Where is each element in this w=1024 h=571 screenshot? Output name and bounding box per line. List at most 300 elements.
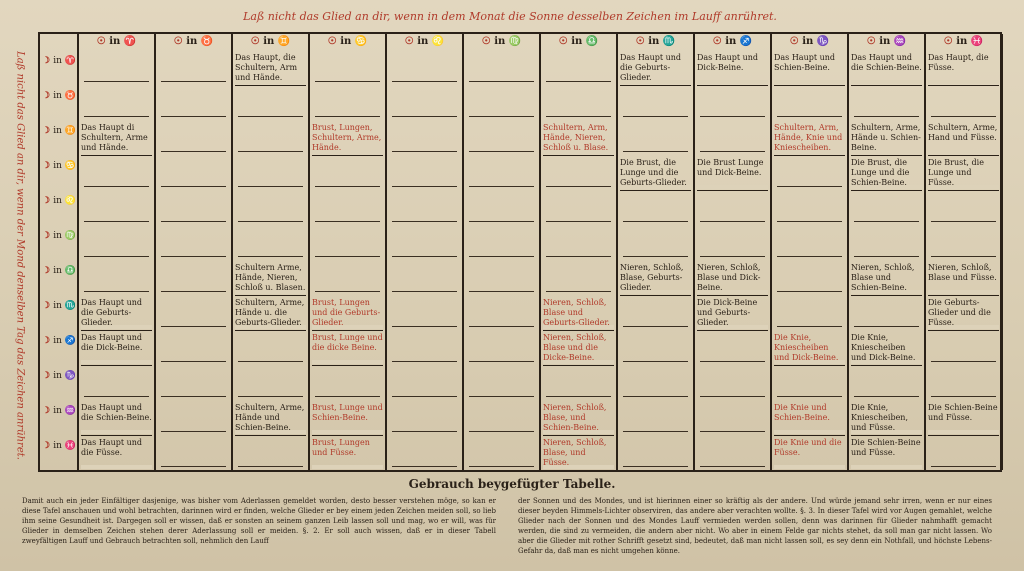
sun-symbol-icon: ☉ <box>943 36 957 47</box>
entry-underline <box>620 190 691 191</box>
cell-background <box>697 185 768 189</box>
row-in-label: in <box>53 336 65 346</box>
cell-background <box>774 80 845 84</box>
empty-cell-line <box>161 326 226 327</box>
entry-underline <box>928 155 999 156</box>
row-in-label: in <box>53 161 65 171</box>
header-in-label: in <box>802 36 817 47</box>
empty-cell-line <box>84 221 149 222</box>
column-header <box>463 36 540 52</box>
empty-cell-line <box>161 151 226 152</box>
empty-cell-line <box>777 221 842 222</box>
zodiac-sign-icon: ♉ <box>64 91 76 101</box>
moon-symbol-icon: ☽ <box>42 406 54 416</box>
entry-underline <box>81 435 152 436</box>
table-entry: Das Haupt und die Schien-Beine. <box>81 403 152 422</box>
row-label <box>42 91 76 101</box>
row-in-label: in <box>53 126 65 136</box>
sun-symbol-icon: ☉ <box>481 36 495 47</box>
empty-cell-line <box>238 151 303 152</box>
sun-symbol-icon: ☉ <box>173 36 187 47</box>
footer-text-left: Damit auch ein jeder Einfältiger dasjenige, was bisher vom Aderlassen gemeldet worden, desto besser verstehen möge, so kan er diese Tafel anschauen und wohl betrachten, darinnen wird er finden, welche Glieder er bey einem jeden Zeichen meiden soll, so lieb ihm seine Gesundheit ist. Dargegen soll er wissen, daß er sonsten an seinem ganzen Leib lassen soll und mag, wo er will, was für Glieder in demselben Zeichen stehen derer Aderlassung soll er meiden. §. 2. Er soll auch wissen, daß er in dieser Tabell zweyfältigen Lauff und Gebrauch betrachten soll, nehmlich den Lauff <box>22 497 496 545</box>
zodiac-sign-icon: ♈ <box>64 56 76 66</box>
empty-cell-line <box>854 116 919 117</box>
zodiac-sign-icon: ♒ <box>893 36 907 47</box>
empty-cell-line <box>392 361 457 362</box>
empty-cell-line <box>161 221 226 222</box>
zodiac-sign-icon: ♐ <box>739 36 753 47</box>
column-divider <box>924 34 926 470</box>
zodiac-sign-icon: ♋ <box>64 161 76 171</box>
empty-cell-line <box>392 221 457 222</box>
empty-cell-line <box>238 186 303 187</box>
table-entry: Das Haupt und die Geburts-Glieder. <box>620 53 682 82</box>
table-entry: Das Haupt und die Schien-Beine. <box>851 53 922 72</box>
empty-cell-line <box>469 151 534 152</box>
empty-cell-line <box>392 81 457 82</box>
table-entry: Das Haupt di Schultern, Arme und Hände. <box>81 123 148 152</box>
empty-cell-line <box>315 396 380 397</box>
empty-cell-line <box>84 116 149 117</box>
sun-symbol-icon: ☉ <box>404 36 418 47</box>
table-entry: Brust, Lungen, Schultern, Arme, Hände. <box>312 123 382 152</box>
empty-cell-line <box>931 361 996 362</box>
table-entry: Die Knie, Kniescheiben, und Füsse. <box>851 403 909 432</box>
entry-underline <box>851 435 922 436</box>
empty-cell-line <box>700 256 765 257</box>
table-entry: Schultern Arme, Hände, Nieren, Schloß u. Blasen. <box>235 263 306 292</box>
table-entry: Die Knie, Kniescheiben und Dick-Beine. <box>851 333 916 362</box>
column-divider <box>770 34 772 470</box>
entry-underline <box>697 295 768 296</box>
header-in-label: in <box>417 36 432 47</box>
empty-cell-line <box>315 116 380 117</box>
table-entry: Das Haupt und Dick-Beine. <box>697 53 759 72</box>
zodiac-sign-icon: ♋ <box>354 36 368 47</box>
entry-underline <box>81 155 152 156</box>
empty-cell-line <box>854 256 919 257</box>
row-in-label: in <box>53 231 65 241</box>
empty-cell-line <box>623 326 688 327</box>
empty-cell-line <box>469 431 534 432</box>
empty-cell-line <box>623 116 688 117</box>
empty-cell-line <box>392 256 457 257</box>
empty-cell-line <box>238 116 303 117</box>
empty-cell-line <box>700 431 765 432</box>
header-in-label: in <box>956 36 971 47</box>
table-entry: Das Haupt und die Füsse. <box>81 438 143 457</box>
table-entry: Die Schien-Beine und Füsse. <box>851 438 921 457</box>
empty-cell-line <box>546 81 611 82</box>
zodiac-sign-icon: ♎ <box>585 36 599 47</box>
row-in-label: in <box>53 371 65 381</box>
empty-cell-line <box>623 221 688 222</box>
row-label <box>42 371 76 381</box>
row-in-label: in <box>53 56 65 66</box>
entry-underline <box>851 295 922 296</box>
empty-cell-line <box>238 221 303 222</box>
empty-cell-line <box>931 396 996 397</box>
empty-cell-line <box>392 186 457 187</box>
empty-cell-line <box>392 326 457 327</box>
column-header <box>232 36 309 52</box>
table-entry: Die Brust, die Lunge und die Geburts-Glieder. <box>620 158 687 187</box>
empty-cell-line <box>84 186 149 187</box>
zodiac-sign-icon: ♎ <box>64 266 76 276</box>
column-header <box>78 36 155 52</box>
zodiac-sign-icon: ♓ <box>64 441 76 451</box>
header-in-label: in <box>879 36 894 47</box>
table-entry: Nieren, Schloß, Blase und Schien-Beine. <box>851 263 915 292</box>
empty-cell-line <box>700 151 765 152</box>
row-label <box>42 301 76 311</box>
zodiac-sign-icon: ♊ <box>277 36 291 47</box>
row-label <box>42 266 76 276</box>
empty-cell-line <box>623 361 688 362</box>
empty-cell-line <box>161 116 226 117</box>
empty-cell-line <box>469 256 534 257</box>
empty-cell-line <box>700 466 765 467</box>
sun-symbol-icon: ☉ <box>866 36 880 47</box>
column-divider <box>847 34 849 470</box>
entry-underline <box>312 155 383 156</box>
table-entry: Schultern, Arme, Hand und Füsse. <box>928 123 998 142</box>
row-in-label: in <box>53 196 65 206</box>
empty-cell-line <box>469 81 534 82</box>
table-entry: Nieren, Schloß, Blase und Füsse. <box>928 263 997 282</box>
table-entry: Schultern, Arme, Hände u. die Geburts-Glieder. <box>235 298 305 327</box>
empty-cell-line <box>623 431 688 432</box>
column-divider <box>693 34 695 470</box>
empty-cell-line <box>777 116 842 117</box>
table-entry: Das Haupt und Schien-Beine. <box>774 53 836 72</box>
column-header <box>925 36 1002 52</box>
zodiac-sign-icon: ♑ <box>816 36 830 47</box>
empty-cell-line <box>546 396 611 397</box>
entry-underline <box>543 470 614 471</box>
table-entry: Die Geburts-Glieder und die Füsse. <box>928 298 991 327</box>
moon-symbol-icon: ☽ <box>42 266 54 276</box>
entry-underline <box>851 85 922 86</box>
empty-cell-line <box>161 466 226 467</box>
row-in-label: in <box>53 266 65 276</box>
sun-symbol-icon: ☉ <box>789 36 803 47</box>
empty-cell-line <box>700 361 765 362</box>
entry-underline <box>774 435 845 436</box>
zodiac-sign-icon: ♓ <box>970 36 984 47</box>
cell-background <box>851 80 922 84</box>
sun-symbol-icon: ☉ <box>558 36 572 47</box>
empty-cell-line <box>84 291 149 292</box>
entry-underline <box>774 155 845 156</box>
entry-underline <box>697 330 768 331</box>
column-divider <box>231 34 233 470</box>
row-label <box>42 441 76 451</box>
column-divider <box>154 34 156 470</box>
column-header <box>617 36 694 52</box>
empty-cell-line <box>777 256 842 257</box>
entry-underline <box>312 330 383 331</box>
table-entry: Schultern, Arme, Hände und Schien-Beine. <box>235 403 305 432</box>
empty-cell-line <box>546 116 611 117</box>
empty-cell-line <box>469 326 534 327</box>
cell-background <box>851 465 922 469</box>
entry-underline <box>81 365 152 366</box>
table-entry: Nieren, Schloß, Blase, und Schien-Beine. <box>543 403 607 432</box>
entry-underline <box>312 470 383 471</box>
moon-symbol-icon: ☽ <box>42 231 54 241</box>
table-entry: Das Haupt und die Dick-Beine. <box>81 333 143 352</box>
empty-cell-line <box>623 396 688 397</box>
moon-symbol-icon: ☽ <box>42 336 54 346</box>
moon-symbol-icon: ☽ <box>42 91 54 101</box>
empty-cell-line <box>777 186 842 187</box>
row-in-label: in <box>53 441 65 451</box>
cell-background <box>928 290 999 294</box>
sun-symbol-icon: ☉ <box>712 36 726 47</box>
moon-symbol-icon: ☽ <box>42 56 54 66</box>
table-entry: Das Haupt und die Geburts-Glieder. <box>81 298 143 327</box>
empty-cell-line <box>700 116 765 117</box>
entry-underline <box>543 365 614 366</box>
cell-background <box>928 430 999 434</box>
column-divider <box>462 34 464 470</box>
column-header <box>155 36 232 52</box>
empty-cell-line <box>392 116 457 117</box>
entry-underline <box>620 85 691 86</box>
entry-underline <box>851 365 922 366</box>
header-in-label: in <box>571 36 586 47</box>
row-label <box>42 126 76 136</box>
empty-cell-line <box>700 396 765 397</box>
zodiac-sign-icon: ♊ <box>64 126 76 136</box>
empty-cell-line <box>392 431 457 432</box>
empty-cell-line <box>392 291 457 292</box>
entry-underline <box>81 330 152 331</box>
column-header <box>540 36 617 52</box>
header-in-label: in <box>186 36 201 47</box>
empty-cell-line <box>854 326 919 327</box>
header-in-label: in <box>263 36 278 47</box>
column-divider <box>539 34 541 470</box>
entry-underline <box>928 295 999 296</box>
zodiac-sign-icon: ♈ <box>123 36 137 47</box>
column-divider <box>1001 34 1003 470</box>
table-entry: Brust, Lunge und die dicke Beine. <box>312 333 383 352</box>
table-entry: Die Knie und Schien-Beine. <box>774 403 830 422</box>
zodiac-sign-icon: ♏ <box>64 301 76 311</box>
empty-cell-line <box>854 221 919 222</box>
empty-cell-line <box>161 81 226 82</box>
table-entry: Das Haupt, die Füsse. <box>928 53 989 72</box>
row-label <box>42 231 76 241</box>
row-in-label: in <box>53 406 65 416</box>
table-entry: Nieren, Schloß, Blase und Geburts-Glieder. <box>543 298 610 327</box>
header-in-label: in <box>494 36 509 47</box>
empty-cell-line <box>392 151 457 152</box>
empty-cell-line <box>546 186 611 187</box>
entry-underline <box>851 190 922 191</box>
row-label <box>42 336 76 346</box>
table-entry: Nieren, Schloß, Blase, Geburts-Glieder. <box>620 263 684 292</box>
entry-underline <box>543 155 614 156</box>
entry-underline <box>774 470 845 471</box>
empty-cell-line <box>238 256 303 257</box>
header-in-label: in <box>109 36 124 47</box>
empty-cell-line <box>315 256 380 257</box>
entry-underline <box>928 190 999 191</box>
entry-underline <box>851 155 922 156</box>
zodiac-sign-icon: ♍ <box>508 36 522 47</box>
entry-underline <box>81 470 152 471</box>
moon-symbol-icon: ☽ <box>42 196 54 206</box>
moon-symbol-icon: ☽ <box>42 441 54 451</box>
entry-underline <box>928 330 999 331</box>
entry-underline <box>620 295 691 296</box>
table-entry: Die Schien-Beine und Füsse. <box>928 403 998 422</box>
empty-cell-line <box>84 396 149 397</box>
empty-cell-line <box>931 221 996 222</box>
empty-cell-line <box>777 396 842 397</box>
sun-symbol-icon: ☉ <box>327 36 341 47</box>
empty-cell-line <box>161 186 226 187</box>
moon-symbol-icon: ☽ <box>42 301 54 311</box>
entry-underline <box>312 435 383 436</box>
zodiac-sign-icon: ♌ <box>431 36 445 47</box>
empty-cell-line <box>546 256 611 257</box>
cell-background <box>312 465 383 469</box>
empty-cell-line <box>315 291 380 292</box>
header-in-label: in <box>648 36 663 47</box>
entry-underline <box>928 85 999 86</box>
cell-background <box>81 430 152 434</box>
empty-cell-line <box>469 291 534 292</box>
empty-cell-line <box>931 116 996 117</box>
empty-cell-line <box>546 221 611 222</box>
empty-cell-line <box>161 361 226 362</box>
table-entry: Die Brust, die Lunge und Füsse. <box>928 158 984 187</box>
footer-text-right: der Sonnen und des Mondes, und ist hierinnen einer so kräftig als der andere. Und würde jemand sehr irren, wenn er nur eines dieser beyden Himmels-Lichter observiren, das andere aber verachten wollte. §. 3. In dieser Tafel wird vor Augen gemahlet, welche Glieder nach der Sonnen und des Mondes Lauff vermieden werden sollen, denn was darinnen für Glieder nahmhafft gemacht werden, die sind zu vermeiden, die andern aber nicht. Wo aber in einem Felde gar nichts stehet, da soll man gar nicht lassen. Wo aber die Glieder mit rother Schrifft gesetzt sind, bedeutet, daß man nicht lassen soll, es sey denn ein Nothfall, und höchste Lebens-Gefahr da, daß man es nicht umgehen könne. <box>518 497 992 555</box>
empty-cell-line <box>392 396 457 397</box>
empty-cell-line <box>315 186 380 187</box>
column-header <box>386 36 463 52</box>
header-in-label: in <box>725 36 740 47</box>
sun-symbol-icon: ☉ <box>635 36 649 47</box>
bloodletting-table <box>38 32 1002 472</box>
sun-symbol-icon: ☉ <box>96 36 110 47</box>
row-label <box>42 161 76 171</box>
empty-cell-line <box>469 466 534 467</box>
cell-background <box>928 80 999 84</box>
top-banner: Laß nicht das Glied an dir, wenn in dem Monat die Sonne desselben Zeichen im Lauff anrühret. <box>243 10 777 23</box>
table-entry: Brust, Lunge und Schien-Beine. <box>312 403 383 422</box>
zodiac-sign-icon: ♌ <box>64 196 76 206</box>
empty-cell-line <box>469 221 534 222</box>
column-header <box>848 36 925 52</box>
zodiac-sign-icon: ♒ <box>64 406 76 416</box>
cell-background <box>81 360 152 364</box>
cell-background <box>697 80 768 84</box>
row-in-label: in <box>53 91 65 101</box>
entry-underline <box>235 85 306 86</box>
table-entry: Die Dick-Beine und Geburts-Glieder. <box>697 298 758 327</box>
empty-cell-line <box>469 396 534 397</box>
empty-cell-line <box>623 466 688 467</box>
entry-underline <box>235 330 306 331</box>
empty-cell-line <box>392 466 457 467</box>
cell-background <box>928 150 999 154</box>
entry-underline <box>774 365 845 366</box>
cell-background <box>312 430 383 434</box>
moon-symbol-icon: ☽ <box>42 161 54 171</box>
empty-cell-line <box>777 326 842 327</box>
empty-cell-line <box>315 81 380 82</box>
entry-underline <box>697 190 768 191</box>
cell-background <box>81 465 152 469</box>
entry-underline <box>235 295 306 296</box>
column-header <box>771 36 848 52</box>
entry-underline <box>774 85 845 86</box>
empty-cell-line <box>700 221 765 222</box>
empty-cell-line <box>546 291 611 292</box>
zodiac-sign-icon: ♏ <box>662 36 676 47</box>
empty-cell-line <box>238 466 303 467</box>
side-banner: Laß nicht das Glied an dir, wenn der Mond denselben Tag das Zeichen anrühret. <box>14 51 26 460</box>
empty-cell-line <box>469 361 534 362</box>
table-entry: Die Knie, Kniescheiben und Dick-Beine. <box>774 333 839 362</box>
empty-cell-line <box>623 151 688 152</box>
empty-cell-line <box>238 361 303 362</box>
table-entry: Das Haupt, die Schultern, Arm und Hände. <box>235 53 298 82</box>
column-divider <box>616 34 618 470</box>
moon-symbol-icon: ☽ <box>42 126 54 136</box>
moon-symbol-icon: ☽ <box>42 371 54 381</box>
entry-underline <box>312 365 383 366</box>
empty-cell-line <box>161 291 226 292</box>
empty-cell-line <box>84 256 149 257</box>
table-entry: Die Knie und die Füsse. <box>774 438 842 457</box>
empty-cell-line <box>931 466 996 467</box>
row-in-label: in <box>53 301 65 311</box>
entry-underline <box>697 85 768 86</box>
entry-underline <box>235 435 306 436</box>
empty-cell-line <box>238 396 303 397</box>
empty-cell-line <box>623 256 688 257</box>
row-label <box>42 56 76 66</box>
empty-cell-line <box>469 186 534 187</box>
cell-background <box>774 430 845 434</box>
column-divider <box>385 34 387 470</box>
table-entry: Nieren, Schloß, Blase, und Füsse. <box>543 438 607 467</box>
entry-underline <box>851 470 922 471</box>
table-entry: Die Brust, die Lunge und die Schien-Beine. <box>851 158 910 187</box>
table-entry: Schultern, Arm, Hände, Nieren, Schloß u. Blase. <box>543 123 609 152</box>
zodiac-sign-icon: ♍ <box>64 231 76 241</box>
row-label <box>42 196 76 206</box>
entry-underline <box>928 435 999 436</box>
empty-cell-line <box>161 431 226 432</box>
empty-cell-line <box>161 256 226 257</box>
zodiac-sign-icon: ♑ <box>64 371 76 381</box>
header-in-label: in <box>340 36 355 47</box>
empty-cell-line <box>854 396 919 397</box>
column-divider <box>308 34 310 470</box>
cell-background <box>774 465 845 469</box>
empty-cell-line <box>469 116 534 117</box>
empty-cell-line <box>931 256 996 257</box>
zodiac-sign-icon: ♐ <box>64 336 76 346</box>
table-entry: Schultern, Arme, Hände u. Schien-Beine. <box>851 123 921 152</box>
